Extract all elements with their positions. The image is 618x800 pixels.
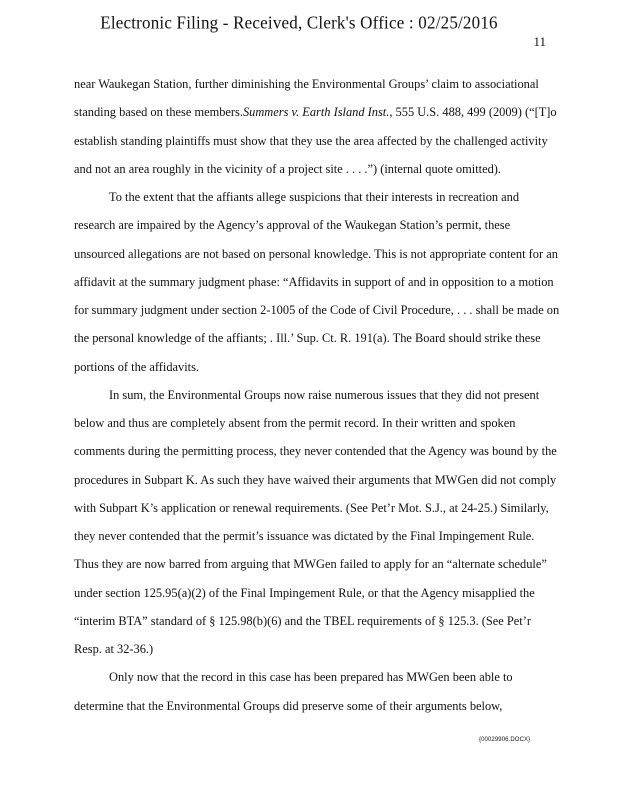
document-body — [74, 70, 561, 720]
paragraph-1-text-a: near Waukegan Station, further diminishing the Environmental Groups’ claim to associational standing based on these members. — [74, 77, 539, 120]
paragraph-3: In sum, the Environmental Groups now raise numerous issues that they did not present below and thus are completely absent from the permit record. In their written and spoken comments during the permitting process, they never contended that the Agency was bound by the procedures in Subpart K. As such they have waived their arguments that MWGen did not comply with Subpart K’s application or renewal requirements. (See Pet’r Mot. S.J., at 24-25.) Similarly, they never contended that the permit’s issuance was dictated by the Final Impingement Rule. Thus they are now barred from arguing that MWGen failed to apply for an “alternate schedule” under section 125.95(a)(2) of the Final Impingement Rule, or that the Agency misapplied the “interim BTA” standard of § 125.98(b)(6) and the TBEL requirements of § 125.3. (See Pet’r Resp. at 32-36.) — [74, 387, 557, 656]
page-number: 11 — [533, 34, 546, 49]
case-citation: Summers v. Earth Island Inst. — [242, 105, 390, 120]
paragraph-1-text-b: , 555 U.S. 488, 499 (2009) (“[T]o establish standing plaintiffs must show that they use the area affected by the challenged activity and not an area roughly in the vicinity of a project site . . . .”) (internal quote omitted). — [74, 105, 557, 176]
paragraph-1 — [74, 70, 561, 183]
document-id-footer: {00029906.DOCX} — [479, 737, 531, 743]
paragraph-2: To the extent that the affiants allege suspicions that their interests in recreation and research are impaired by the Agency’s approval of the Waukegan Station’s permit, these unsourced allegations are not based on personal knowledge. This is not appropriate content for an affidavit at the summary judgment phase: “Affidavits in support of and in opposition to a motion for summary judgment under section 2-1005 of the Code of Civil Procedure, . . . shall be made on the personal knowledge of the affiants; . Ill.’ Sup. Ct. R. 191(a). The Board should strike these portions of the affidavits. — [74, 190, 560, 374]
filing-stamp-header: Electronic Filing - Received, Clerk's Office : 02/25/2016 — [100, 12, 498, 33]
paragraph-4: Only now that the record in this case has been prepared has MWGen been able to determine that the Environmental Groups did preserve some of their arguments below, — [74, 670, 513, 713]
